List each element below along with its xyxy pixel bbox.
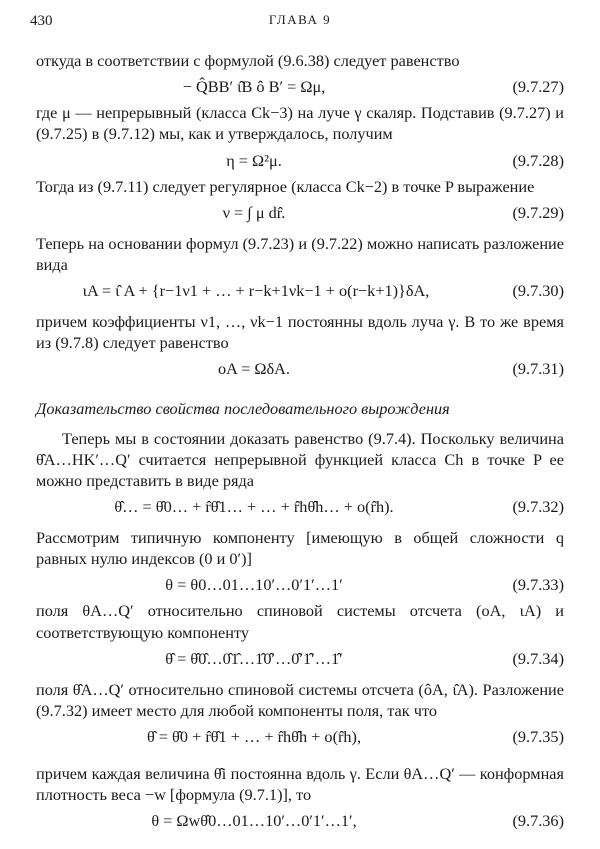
equation-formula: η = Ω²μ. bbox=[226, 150, 282, 170]
paragraph: где μ — непрерывный (класса Ck−3) на луче γ скаляр. Подставив (9.7.27) и (9.7.25) в (9.7.12) мы, как и утверждалось, получим bbox=[36, 103, 564, 144]
equation-9-7-27 bbox=[36, 71, 564, 102]
equation-9-7-35 bbox=[36, 721, 564, 763]
equation-formula: θ = Ωwθ̂0…01…10′…0′1′…1′, bbox=[151, 811, 357, 831]
equation-formula: − Q̂BB′ ι̂B ô B′ = Ωμ, bbox=[182, 77, 326, 97]
paragraph: Теперь мы в состоянии доказать равенство (9.7.4). Поскольку величина θ̂A…HK′…Q′ считается непрерывной функцией класса Ch в точке P ее можно представить в виде ряда bbox=[36, 428, 564, 490]
paragraph: причем каждая величина θ̂i постоянна вдоль γ. Если θA…Q′ — конформная плотность веса −w [формула (9.7.1)], то bbox=[36, 764, 564, 805]
equation-9-7-30 bbox=[36, 275, 564, 311]
equation-number: (9.7.27) bbox=[512, 77, 564, 97]
equation-formula: ν = ∫ μ dr̂. bbox=[222, 202, 286, 222]
equation-formula: oA = ΩδA. bbox=[218, 359, 290, 379]
chapter-title: ГЛАВА 9 bbox=[268, 12, 332, 27]
equation-number: (9.7.36) bbox=[512, 811, 564, 831]
equation-9-7-33 bbox=[36, 569, 564, 600]
equation-number: (9.7.28) bbox=[512, 150, 564, 170]
equation-formula: ιA = ι̂ A + {r−1ν1 + … + r−k+1νk−1 + o(r−k+1)}δA, bbox=[82, 281, 430, 301]
equation-9-7-31 bbox=[36, 353, 564, 384]
equation-9-7-32 bbox=[36, 491, 564, 527]
section-heading: Доказательство свойства последовательного вырождения bbox=[36, 399, 450, 419]
page-body bbox=[36, 50, 564, 836]
equation-formula: θ̂ = θ̂0̂…0̂1̂…1̂0̂′…0̂′1̂′…1̂′ bbox=[165, 648, 343, 668]
paragraph: откуда в соответствии с формулой (9.6.38) следует равенство bbox=[36, 51, 460, 70]
equation-9-7-34 bbox=[36, 643, 564, 679]
equation-number: (9.7.31) bbox=[512, 359, 564, 379]
equation-9-7-36 bbox=[36, 805, 564, 836]
running-header bbox=[30, 12, 570, 34]
equation-9-7-29 bbox=[36, 197, 564, 233]
equation-number: (9.7.33) bbox=[512, 575, 564, 595]
paragraph: причем коэффициенты ν1, …, νk−1 постоянны вдоль луча γ. В то же время из (9.7.8) следует равенство bbox=[36, 312, 564, 353]
equation-number: (9.7.29) bbox=[512, 202, 564, 222]
equation-number: (9.7.35) bbox=[512, 727, 564, 747]
paragraph: Рассмотрим типичную компоненту [имеющую в общей сложности q равных нулю индексов (0 и 0′)] bbox=[36, 528, 564, 569]
paragraph: поля θ̂A…Q′ относительно спиновой системы отсчета (ôA, ι̂A). Разложение (9.7.32) имеет место для любой компоненты поля, так что bbox=[36, 679, 564, 720]
equation-formula: θ = θ0…01…10′…0′1′…1′ bbox=[165, 575, 343, 595]
equation-9-7-28 bbox=[36, 145, 564, 176]
paragraph: поля θA…Q′ относительно спиновой системы отсчета (oA, ιA) и соответствующую компоненту bbox=[36, 601, 564, 642]
equation-formula: θ̂ = θ̂0 + r̂θ̂1 + … + r̂hθ̂h + o(r̂h), bbox=[146, 727, 362, 747]
page-number: 430 bbox=[30, 13, 53, 29]
equation-number: (9.7.34) bbox=[512, 648, 564, 668]
equation-number: (9.7.32) bbox=[512, 497, 564, 517]
paragraph: Тогда из (9.7.11) следует регулярное (класса Ck−2) в точке P выражение bbox=[36, 176, 535, 196]
paragraph: Теперь на основании формул (9.7.23) и (9.7.22) можно написать разложение вида bbox=[36, 233, 564, 274]
equation-formula: θ̂… = θ̂0… + r̂θ̂1… + … + r̂hθ̂h… + o(r̂h). bbox=[114, 497, 394, 517]
equation-number: (9.7.30) bbox=[512, 281, 564, 301]
